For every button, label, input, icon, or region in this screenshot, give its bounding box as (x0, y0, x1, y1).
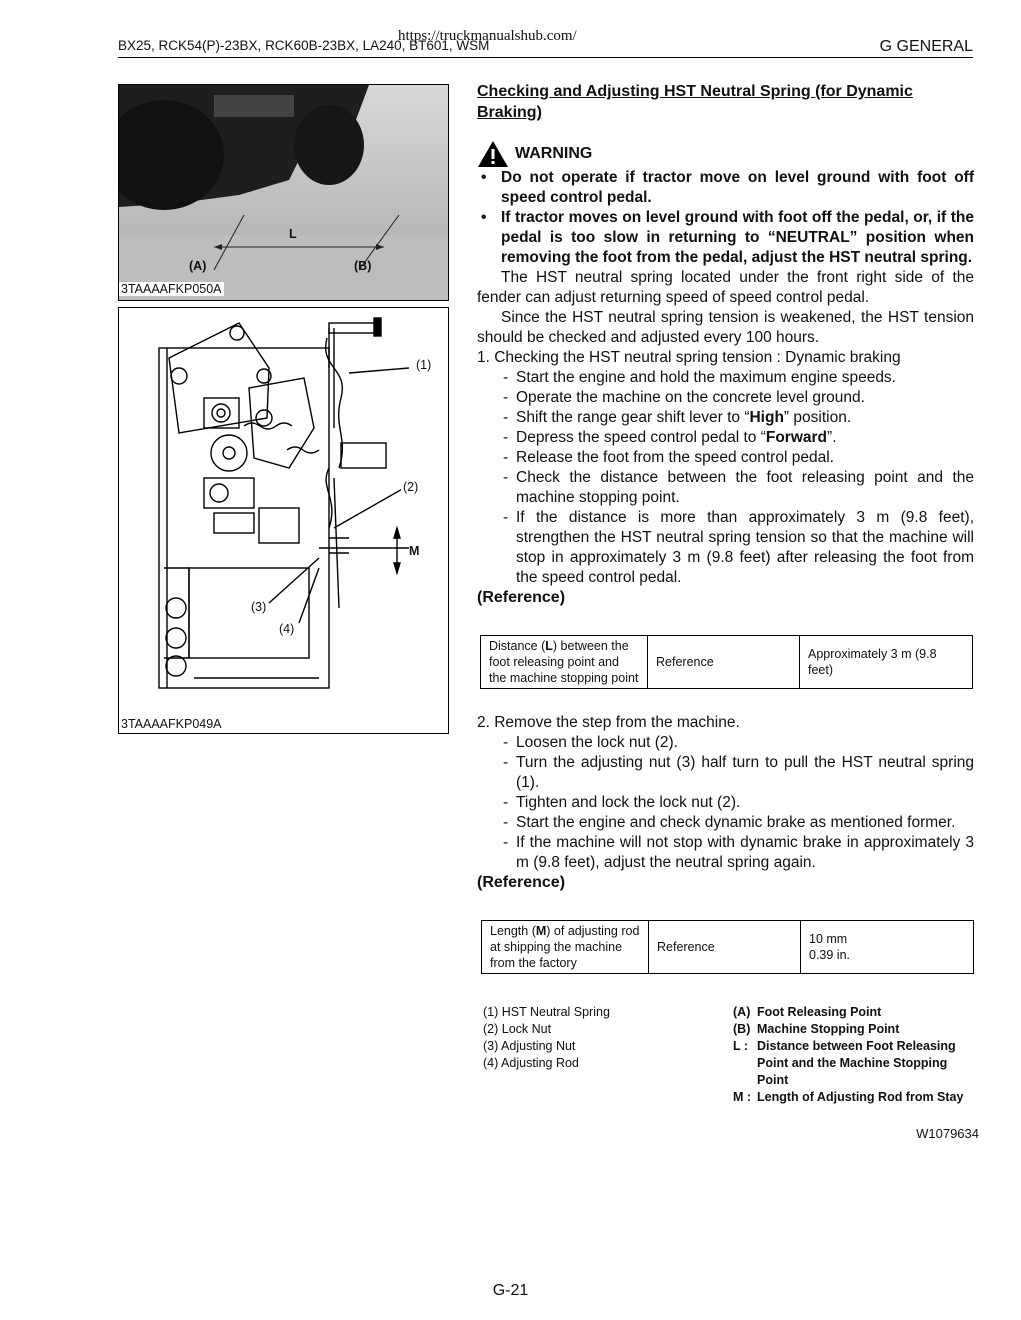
step-2-item: - Start the engine and check dynamic brake as mentioned former. (477, 813, 974, 833)
step-1-item: - Depress the speed control pedal to “Forward”. (477, 428, 974, 448)
document-code: W1079634 (916, 1126, 979, 1141)
section-title: G GENERAL (879, 38, 973, 55)
table1-value: Approximately 3 m (9.8 feet) (800, 636, 973, 689)
step-1-item: - Shift the range gear shift lever to “High” position. (477, 408, 974, 428)
legend-symbol-item: (B) Machine Stopping Point (733, 1022, 900, 1036)
warning-bullet: • If tractor moves on level ground with foot off the pedal, or, if the pedal is too slow in returning to “NEUTRAL” position when removing the foot from the pedal, adjust the HST neutral spring. (477, 208, 974, 268)
step-1-item: - Release the foot from the speed control pedal. (477, 448, 974, 468)
legend-parts (483, 1004, 610, 1072)
step-2-item: - If the machine will not stop with dynamic brake in approximately 3 m (9.8 feet), adjust the neutral spring again. (477, 833, 974, 873)
warning-label: WARNING (515, 145, 593, 162)
step-1-item: - If the distance is more than approximately 3 m (9.8 feet), strengthen the HST neutral spring tension so that the machine will stop in approximately 3 m (9.8 feet) after releasing the foot from the speed control pedal. (477, 508, 974, 588)
warning-bullet: • Do not operate if tractor move on level ground with foot off speed control pedal. (477, 168, 974, 208)
header-rule (118, 57, 973, 58)
legend-symbols (733, 1004, 973, 1106)
callout-4: (4) (279, 622, 295, 636)
table2-type: Reference (649, 921, 801, 974)
photo-label-a: (A) (189, 259, 207, 273)
photo-code: 3TAAAAFKP050A (121, 282, 222, 296)
step-2-item: - Loosen the lock nut (2). (477, 733, 974, 753)
warning-heading (477, 140, 974, 168)
legend-symbol-item: L : Distance between Foot Releasing Point and the Machine Stopping Point (733, 1039, 956, 1087)
table2-value: 10 mm 0.39 in. (801, 921, 974, 974)
callout-m: M (409, 544, 420, 558)
step-1-item: - Operate the machine on the concrete level ground. (477, 388, 974, 408)
callout-3: (3) (251, 600, 267, 614)
step-2-item: - Turn the adjusting nut (3) half turn to pull the HST neutral spring (1). (477, 753, 974, 793)
photo-label-l: L (289, 227, 297, 241)
header-url[interactable]: https://truckmanualshub.com/ (398, 28, 577, 44)
diagram-code: 3TAAAAFKP049A (121, 717, 222, 731)
step-2-block (477, 713, 974, 893)
reference-heading: (Reference) (477, 874, 566, 891)
page-number: G-21 (492, 1282, 529, 1299)
callout-1: (1) (416, 358, 432, 372)
reference-table-2 (481, 920, 974, 974)
legend-symbol-item: M : Length of Adjusting Rod from Stay (733, 1090, 964, 1104)
intro-paragraph: Since the HST neutral spring tension is weakened, the HST tension should be checked and adjusted every 100 hours. (477, 309, 974, 346)
legend-item: (4) Adjusting Rod (483, 1056, 579, 1070)
reference-heading: (Reference) (477, 589, 566, 606)
section-heading: Checking and Adjusting HST Neutral Spring (for Dynamic Braking) (477, 83, 913, 121)
step-1-item: - Start the engine and hold the maximum engine speeds. (477, 368, 974, 388)
step-1-heading: 1. Checking the HST neutral spring tension : Dynamic braking (477, 349, 901, 366)
header-models: BX25, RCK54(P)-23BX, RCK60B-23BX, LA240, BT601, WSM (118, 38, 490, 53)
step-2-item: - Tighten and lock the lock nut (2). (477, 793, 974, 813)
photo-label-b: (B) (354, 259, 372, 273)
step-1-item: - Check the distance between the foot releasing point and the machine stopping point. (477, 468, 974, 508)
table1-type: Reference (648, 636, 800, 689)
legend-item: (3) Adjusting Nut (483, 1039, 576, 1053)
legend-item: (1) HST Neutral Spring (483, 1005, 610, 1019)
legend-item: (2) Lock Nut (483, 1022, 552, 1036)
step-2-heading: 2. Remove the step from the machine. (477, 714, 740, 731)
tractor-photo (118, 84, 449, 301)
reference-table-1 (480, 635, 973, 689)
intro-paragraph: The HST neutral spring located under the front right side of the fender can adjust returning speed of speed control pedal. (477, 269, 974, 306)
legend-symbol-item: (A) Foot Releasing Point (733, 1005, 882, 1019)
callout-2: (2) (403, 480, 419, 494)
table2-parameter: Length (M) of adjusting rod at shipping the machine from the factory (482, 921, 649, 974)
main-body (477, 168, 974, 608)
warning-icon (477, 140, 509, 168)
table1-parameter: Distance (L) between the foot releasing point and the machine stopping point (481, 636, 648, 689)
hst-linkage-diagram (118, 307, 449, 734)
